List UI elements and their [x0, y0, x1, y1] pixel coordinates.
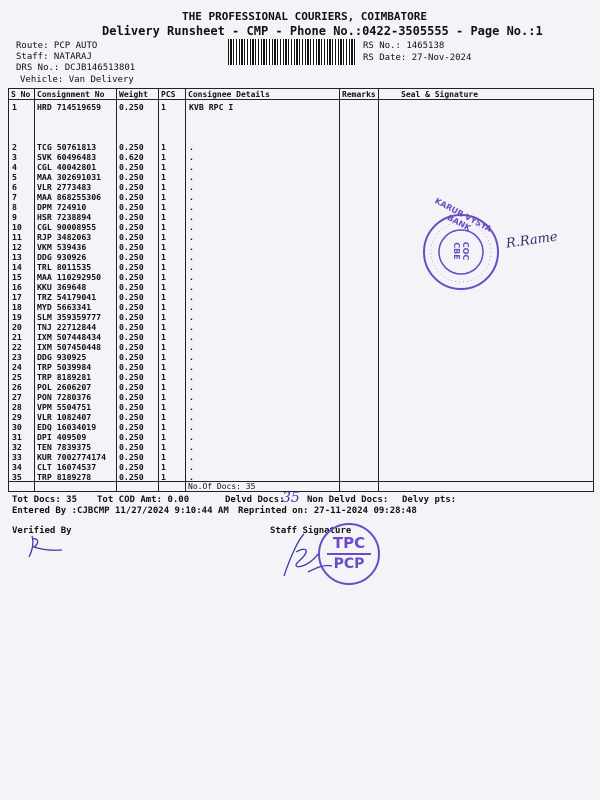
cell-consignment: IXM 507448434	[37, 332, 102, 342]
cell-pcs: 1	[161, 142, 166, 152]
table-row	[9, 202, 249, 212]
cell-sno: 8	[12, 202, 17, 212]
table-row	[9, 192, 249, 202]
cell-consignment: MAA 302691031	[37, 172, 102, 182]
cell-sno: 6	[12, 182, 17, 192]
tpc-stamp	[317, 522, 381, 586]
table-row	[9, 152, 249, 162]
cell-consignment: VPM 5504751	[37, 402, 92, 412]
cell-consignment: TRP 8189281	[37, 372, 92, 382]
cell-weight: 0.250	[119, 392, 144, 402]
cell-weight: 0.250	[119, 282, 144, 292]
cell-weight: 0.250	[119, 252, 144, 262]
cell-weight: 0.250	[119, 422, 144, 432]
table-row	[9, 452, 249, 462]
cell-weight: 0.250	[119, 432, 144, 442]
table-row	[9, 182, 249, 192]
cell-consignee: .	[189, 262, 194, 272]
cell-weight: 0.250	[119, 262, 144, 272]
cell-consignment: HRD 714519659	[37, 102, 102, 112]
cell-sno: 5	[12, 172, 17, 182]
cell-consignment: RJP 3482063	[37, 232, 92, 242]
table-row	[9, 142, 249, 152]
table-row	[9, 162, 249, 172]
reprinted-on: Reprinted on: 27-11-2024 09:28:48	[238, 506, 417, 516]
cell-pcs: 1	[161, 282, 166, 292]
cell-consignee: .	[189, 442, 194, 452]
table-row	[9, 412, 249, 422]
cell-weight: 0.250	[119, 222, 144, 232]
cell-pcs: 1	[161, 222, 166, 232]
table-row	[9, 232, 249, 242]
cell-consignee: .	[189, 322, 194, 332]
cell-sno: 1	[12, 102, 17, 112]
cell-pcs: 1	[161, 332, 166, 342]
table-row	[9, 382, 249, 392]
cell-pcs: 1	[161, 312, 166, 322]
cell-consignee: .	[189, 202, 194, 212]
cell-sno: 31	[12, 432, 22, 442]
cell-consignment: VLR 1082407	[37, 412, 92, 422]
delvy-pts: Delvy pts:	[402, 495, 457, 505]
cell-pcs: 1	[161, 342, 166, 352]
cell-pcs: 1	[161, 212, 166, 222]
cell-weight: 0.250	[119, 242, 144, 252]
cell-consignee: .	[189, 342, 194, 352]
delvd-docs-label: Delvd Docs:	[225, 495, 285, 505]
cell-consignment: VLR 2773483	[37, 182, 92, 192]
table-row	[9, 222, 249, 232]
cell-sno: 24	[12, 362, 22, 372]
cell-weight: 0.250	[119, 372, 144, 382]
cell-consignment: KUR 7002774174	[37, 452, 107, 462]
cell-consignee: .	[189, 162, 194, 172]
staff-label: Staff: NATARAJ	[16, 52, 92, 62]
cell-weight: 0.250	[119, 202, 144, 212]
cell-pcs: 1	[161, 302, 166, 312]
drs-number: DRS No.: DCJB146513801	[16, 63, 136, 73]
cell-sno: 25	[12, 372, 22, 382]
table-row	[9, 312, 249, 322]
cell-pcs: 1	[161, 412, 166, 422]
cell-consignment: HSR 7238894	[37, 212, 92, 222]
cell-weight: 0.250	[119, 462, 144, 472]
col-header-pcs: PCS	[161, 90, 176, 99]
table-row	[9, 292, 249, 302]
cell-consignment: TCG 50761813	[37, 142, 97, 152]
cell-pcs: 1	[161, 382, 166, 392]
cell-consignment: TRP 5039984	[37, 362, 92, 372]
cell-weight: 0.250	[119, 442, 144, 452]
cell-consignment: VKM 539436	[37, 242, 87, 252]
cell-pcs: 1	[161, 392, 166, 402]
cell-sno: 11	[12, 232, 22, 242]
barcode	[228, 39, 356, 65]
cell-sno: 35	[12, 472, 22, 482]
cell-consignment: SLM 359359777	[37, 312, 102, 322]
col-header-weight: Weight	[119, 90, 148, 99]
tpc-stamp-top: TPC	[332, 534, 366, 552]
cell-pcs: 1	[161, 272, 166, 282]
bank-stamp	[421, 196, 501, 292]
cell-pcs: 1	[161, 352, 166, 362]
delvd-docs-handwritten: 35	[282, 490, 300, 506]
cell-consignment: MYD 5663341	[37, 302, 92, 312]
runsheet-title: Delivery Runsheet - CMP - Phone No.:0422-3505555 - Page No.:1	[102, 24, 543, 38]
cell-sno: 30	[12, 422, 22, 432]
header-divider	[9, 99, 593, 100]
cell-consignment: SVK 60496483	[37, 152, 97, 162]
col-divider	[378, 89, 379, 491]
table-row	[9, 462, 249, 472]
cell-sno: 7	[12, 192, 17, 202]
cell-weight: 0.250	[119, 302, 144, 312]
table-row	[9, 362, 249, 372]
cell-consignee: .	[189, 212, 194, 222]
cell-consignee: .	[189, 462, 194, 472]
col-header-seal: Seal & Signature	[401, 90, 479, 99]
cell-pcs: 1	[161, 182, 166, 192]
table-row	[9, 302, 249, 312]
cell-sno: 23	[12, 352, 22, 362]
cell-consignee: .	[189, 352, 194, 362]
cell-weight: 0.250	[119, 452, 144, 462]
table-row	[9, 102, 339, 112]
cell-consignee: .	[189, 182, 194, 192]
cell-sno: 20	[12, 322, 22, 332]
cell-weight: 0.250	[119, 312, 144, 322]
cell-weight: 0.250	[119, 362, 144, 372]
cell-pcs: 1	[161, 242, 166, 252]
table-row	[9, 242, 249, 252]
cell-weight: 0.250	[119, 182, 144, 192]
cell-consignment: MAA 110292950	[37, 272, 102, 282]
cell-sno: 12	[12, 242, 22, 252]
cell-pcs: 1	[161, 152, 166, 162]
cell-consignee: .	[189, 302, 194, 312]
cell-sno: 17	[12, 292, 22, 302]
cell-consignee: .	[189, 422, 194, 432]
entered-by: Entered By :CJBCMP 11/27/2024 9:10:44 AM	[12, 506, 229, 516]
col-header-remarks: Remarks	[342, 90, 376, 99]
cell-pcs: 1	[161, 422, 166, 432]
cell-pcs: 1	[161, 402, 166, 412]
cell-pcs: 1	[161, 172, 166, 182]
staff-signature-label: Staff Signature	[270, 526, 352, 536]
cell-consignee: .	[189, 222, 194, 232]
table-row	[9, 332, 249, 342]
cell-sno: 34	[12, 462, 22, 472]
cell-consignee: .	[189, 472, 194, 482]
company-name: THE PROFESSIONAL COURIERS, COIMBATORE	[182, 10, 428, 23]
cell-consignment: DDG 930926	[37, 252, 87, 262]
cell-consignment: POL 2606207	[37, 382, 92, 392]
cell-pcs: 1	[161, 362, 166, 372]
table-row	[9, 432, 249, 442]
cell-pcs: 1	[161, 472, 166, 482]
cell-weight: 0.250	[119, 172, 144, 182]
table-row	[9, 272, 249, 282]
cell-consignee: .	[189, 282, 194, 292]
cell-consignment: DPM 724910	[37, 202, 87, 212]
col-header-consignee: Consignee Details	[188, 90, 270, 99]
cell-consignment: CLT 16074537	[37, 462, 97, 472]
cell-weight: 0.250	[119, 332, 144, 342]
cell-pcs: 1	[161, 462, 166, 472]
cell-consignee: .	[189, 392, 194, 402]
cell-sno: 16	[12, 282, 22, 292]
table-row	[9, 282, 249, 292]
cell-sno: 28	[12, 402, 22, 412]
cell-pcs: 1	[161, 262, 166, 272]
cell-pcs: 1	[161, 292, 166, 302]
cell-pcs: 1	[161, 252, 166, 262]
verified-signature	[26, 533, 66, 561]
cell-consignee: .	[189, 362, 194, 372]
cell-sno: 29	[12, 412, 22, 422]
table-row	[9, 252, 249, 262]
cell-consignment: KKU 369648	[37, 282, 87, 292]
cell-consignee: .	[189, 402, 194, 412]
cell-pcs: 1	[161, 192, 166, 202]
cell-consignee: .	[189, 412, 194, 422]
cell-consignee: .	[189, 452, 194, 462]
cell-sno: 3	[12, 152, 17, 162]
cell-sno: 13	[12, 252, 22, 262]
table-row	[9, 212, 249, 222]
rs-number: RS No.: 1465138	[363, 41, 445, 51]
cell-pcs: 1	[161, 322, 166, 332]
table-row	[9, 392, 249, 402]
table-row	[9, 442, 249, 452]
cell-consignment: IXM 507450448	[37, 342, 102, 352]
cell-consignment: TEN 7839375	[37, 442, 92, 452]
cell-weight: 0.250	[119, 102, 144, 112]
cell-weight: 0.250	[119, 232, 144, 242]
tpc-stamp-bottom: PCP	[333, 556, 365, 572]
cell-consignment: DDG 930925	[37, 352, 87, 362]
cell-sno: 19	[12, 312, 22, 322]
cell-consignment: TRP 8189278	[37, 472, 92, 482]
cell-pcs: 1	[161, 232, 166, 242]
bank-stamp-ring-text: KARUR VYSYA BANK	[433, 196, 494, 234]
cell-consignment: CGL 40042801	[37, 162, 97, 172]
cell-pcs: 1	[161, 432, 166, 442]
cell-pcs: 1	[161, 102, 166, 112]
route-label: Route: PCP AUTO	[16, 41, 98, 51]
no-of-docs: No.Of Docs: 35	[188, 482, 256, 491]
cell-weight: 0.250	[119, 192, 144, 202]
table-row	[9, 262, 249, 272]
cell-consignee: .	[189, 232, 194, 242]
table-row	[9, 322, 249, 332]
cell-consignee: .	[189, 332, 194, 342]
cell-weight: 0.250	[119, 352, 144, 362]
table-row	[9, 342, 249, 352]
cell-pcs: 1	[161, 452, 166, 462]
cell-consignee: .	[189, 382, 194, 392]
cell-sno: 18	[12, 302, 22, 312]
table-row	[9, 422, 249, 432]
table-row	[9, 472, 249, 482]
cell-weight: 0.250	[119, 472, 144, 482]
cell-consignee: .	[189, 292, 194, 302]
cell-weight: 0.250	[119, 402, 144, 412]
cell-sno: 14	[12, 262, 22, 272]
cell-consignee: .	[189, 192, 194, 202]
cell-consignee: .	[189, 432, 194, 442]
cell-consignment: PON 7280376	[37, 392, 92, 402]
cell-consignment: TRZ 54179041	[37, 292, 97, 302]
cell-sno: 4	[12, 162, 17, 172]
cell-weight: 0.250	[119, 342, 144, 352]
cell-consignee: .	[189, 152, 194, 162]
cell-sno: 33	[12, 452, 22, 462]
cell-consignee: .	[189, 142, 194, 152]
cell-consignment: DPI 409509	[37, 432, 87, 442]
cell-sno: 32	[12, 442, 22, 452]
cell-consignee: .	[189, 242, 194, 252]
table-row	[9, 372, 249, 382]
cell-sno: 26	[12, 382, 22, 392]
cell-pcs: 1	[161, 372, 166, 382]
cell-consignee: .	[189, 172, 194, 182]
cell-sno: 22	[12, 342, 22, 352]
cell-sno: 21	[12, 332, 22, 342]
cell-consignee: KVB RPC I	[189, 102, 234, 112]
cell-sno: 15	[12, 272, 22, 282]
cell-consignment: TRL 8011535	[37, 262, 92, 272]
cell-pcs: 1	[161, 442, 166, 452]
cell-consignment: MAA 868255306	[37, 192, 102, 202]
col-header-consignment: Consignment No	[37, 90, 105, 99]
cell-consignment: TNJ 22712844	[37, 322, 97, 332]
cell-weight: 0.250	[119, 412, 144, 422]
cell-weight: 0.250	[119, 382, 144, 392]
cell-weight: 0.250	[119, 162, 144, 172]
cell-consignment: EDQ 16034019	[37, 422, 97, 432]
rs-date: RS Date: 27-Nov-2024	[363, 53, 472, 63]
cell-sno: 27	[12, 392, 22, 402]
tot-cod-amount: Tot COD Amt: 0.00	[97, 495, 190, 505]
table-row	[9, 352, 249, 362]
tot-docs: Tot Docs: 35	[12, 495, 78, 505]
cell-consignee: .	[189, 252, 194, 262]
cell-sno: 9	[12, 212, 17, 222]
cell-consignee: .	[189, 372, 194, 382]
vehicle-label: Vehicle: Van Delivery	[20, 75, 134, 85]
cell-weight: 0.250	[119, 272, 144, 282]
col-header-sno: S No	[11, 90, 31, 99]
cell-weight: 0.250	[119, 142, 144, 152]
col-divider	[339, 89, 340, 491]
table-row	[9, 172, 249, 182]
cell-pcs: 1	[161, 202, 166, 212]
cell-consignee: .	[189, 312, 194, 322]
verified-by-label: Verified By	[12, 526, 72, 536]
non-delvd-docs: Non Delvd Docs:	[307, 495, 389, 505]
cell-pcs: 1	[161, 162, 166, 172]
runsheet-table	[8, 88, 594, 492]
cell-weight: 0.250	[119, 212, 144, 222]
bank-stamp-signature: R.Rame	[505, 229, 559, 252]
cell-consignment: CGL 90008955	[37, 222, 97, 232]
bank-stamp-center: COC CBE	[452, 241, 470, 261]
table-row	[9, 402, 249, 412]
cell-weight: 0.250	[119, 322, 144, 332]
cell-weight: 0.620	[119, 152, 144, 162]
cell-sno: 10	[12, 222, 22, 232]
cell-sno: 2	[12, 142, 17, 152]
cell-weight: 0.250	[119, 292, 144, 302]
cell-consignee: .	[189, 272, 194, 282]
